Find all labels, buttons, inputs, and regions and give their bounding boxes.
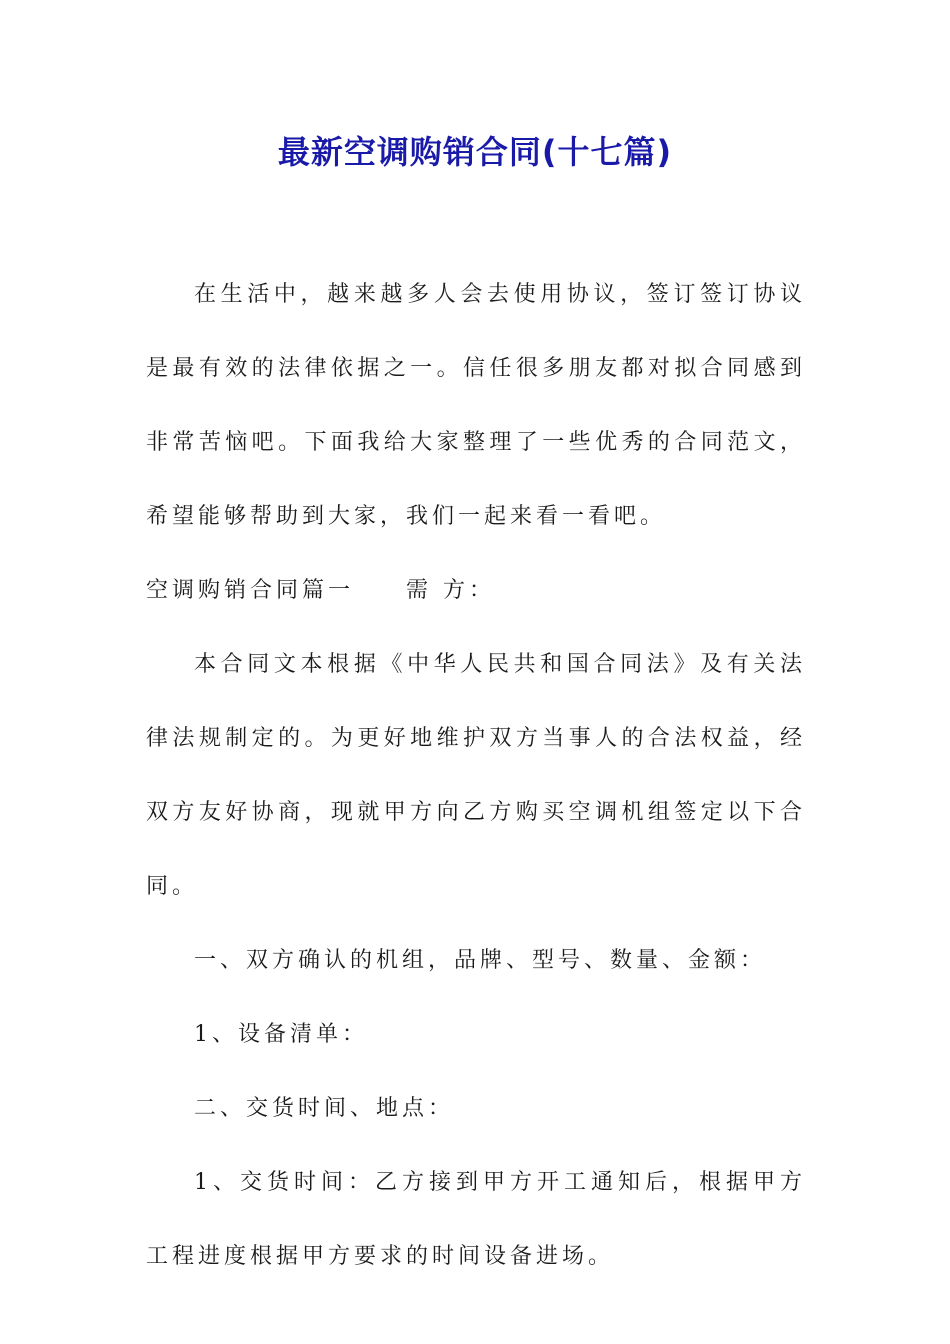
intro-paragraph: 在生活中，越来越多人会去使用协议，签订签订协议是最有效的法律依据之一。信任很多朋友都对拟合同感到非常苦恼吧。下面我给大家整理了一些优秀的合同范文，希望能够帮助到大家，我们一起来看一看吧。 xyxy=(146,282,806,529)
clause-two-item-one: 1、交货时间：乙方接到甲方开工通知后，根据甲方工程进度根据甲方要求的时间设备进场。 xyxy=(146,1170,806,1269)
document-title: 最新空调购销合同(十七篇) xyxy=(277,133,673,171)
section-heading-chapter-one: 空调购销合同篇一 需 方： xyxy=(146,578,495,603)
document-body xyxy=(146,258,806,1294)
clause-two-heading: 二、交货时间、地点： xyxy=(194,1096,455,1121)
clause-one-item-one: 1、设备清单： xyxy=(194,1022,368,1047)
clause-one-heading: 一、双方确认的机组，品牌、型号、数量、金额： xyxy=(194,948,767,973)
contract-preamble-paragraph: 本合同文本根据《中华人民共和国合同法》及有关法律法规制定的。为更好地维护双方当事人的合法权益，经双方友好协商，现就甲方向乙方购买空调机组签定以下合同。 xyxy=(146,652,806,899)
